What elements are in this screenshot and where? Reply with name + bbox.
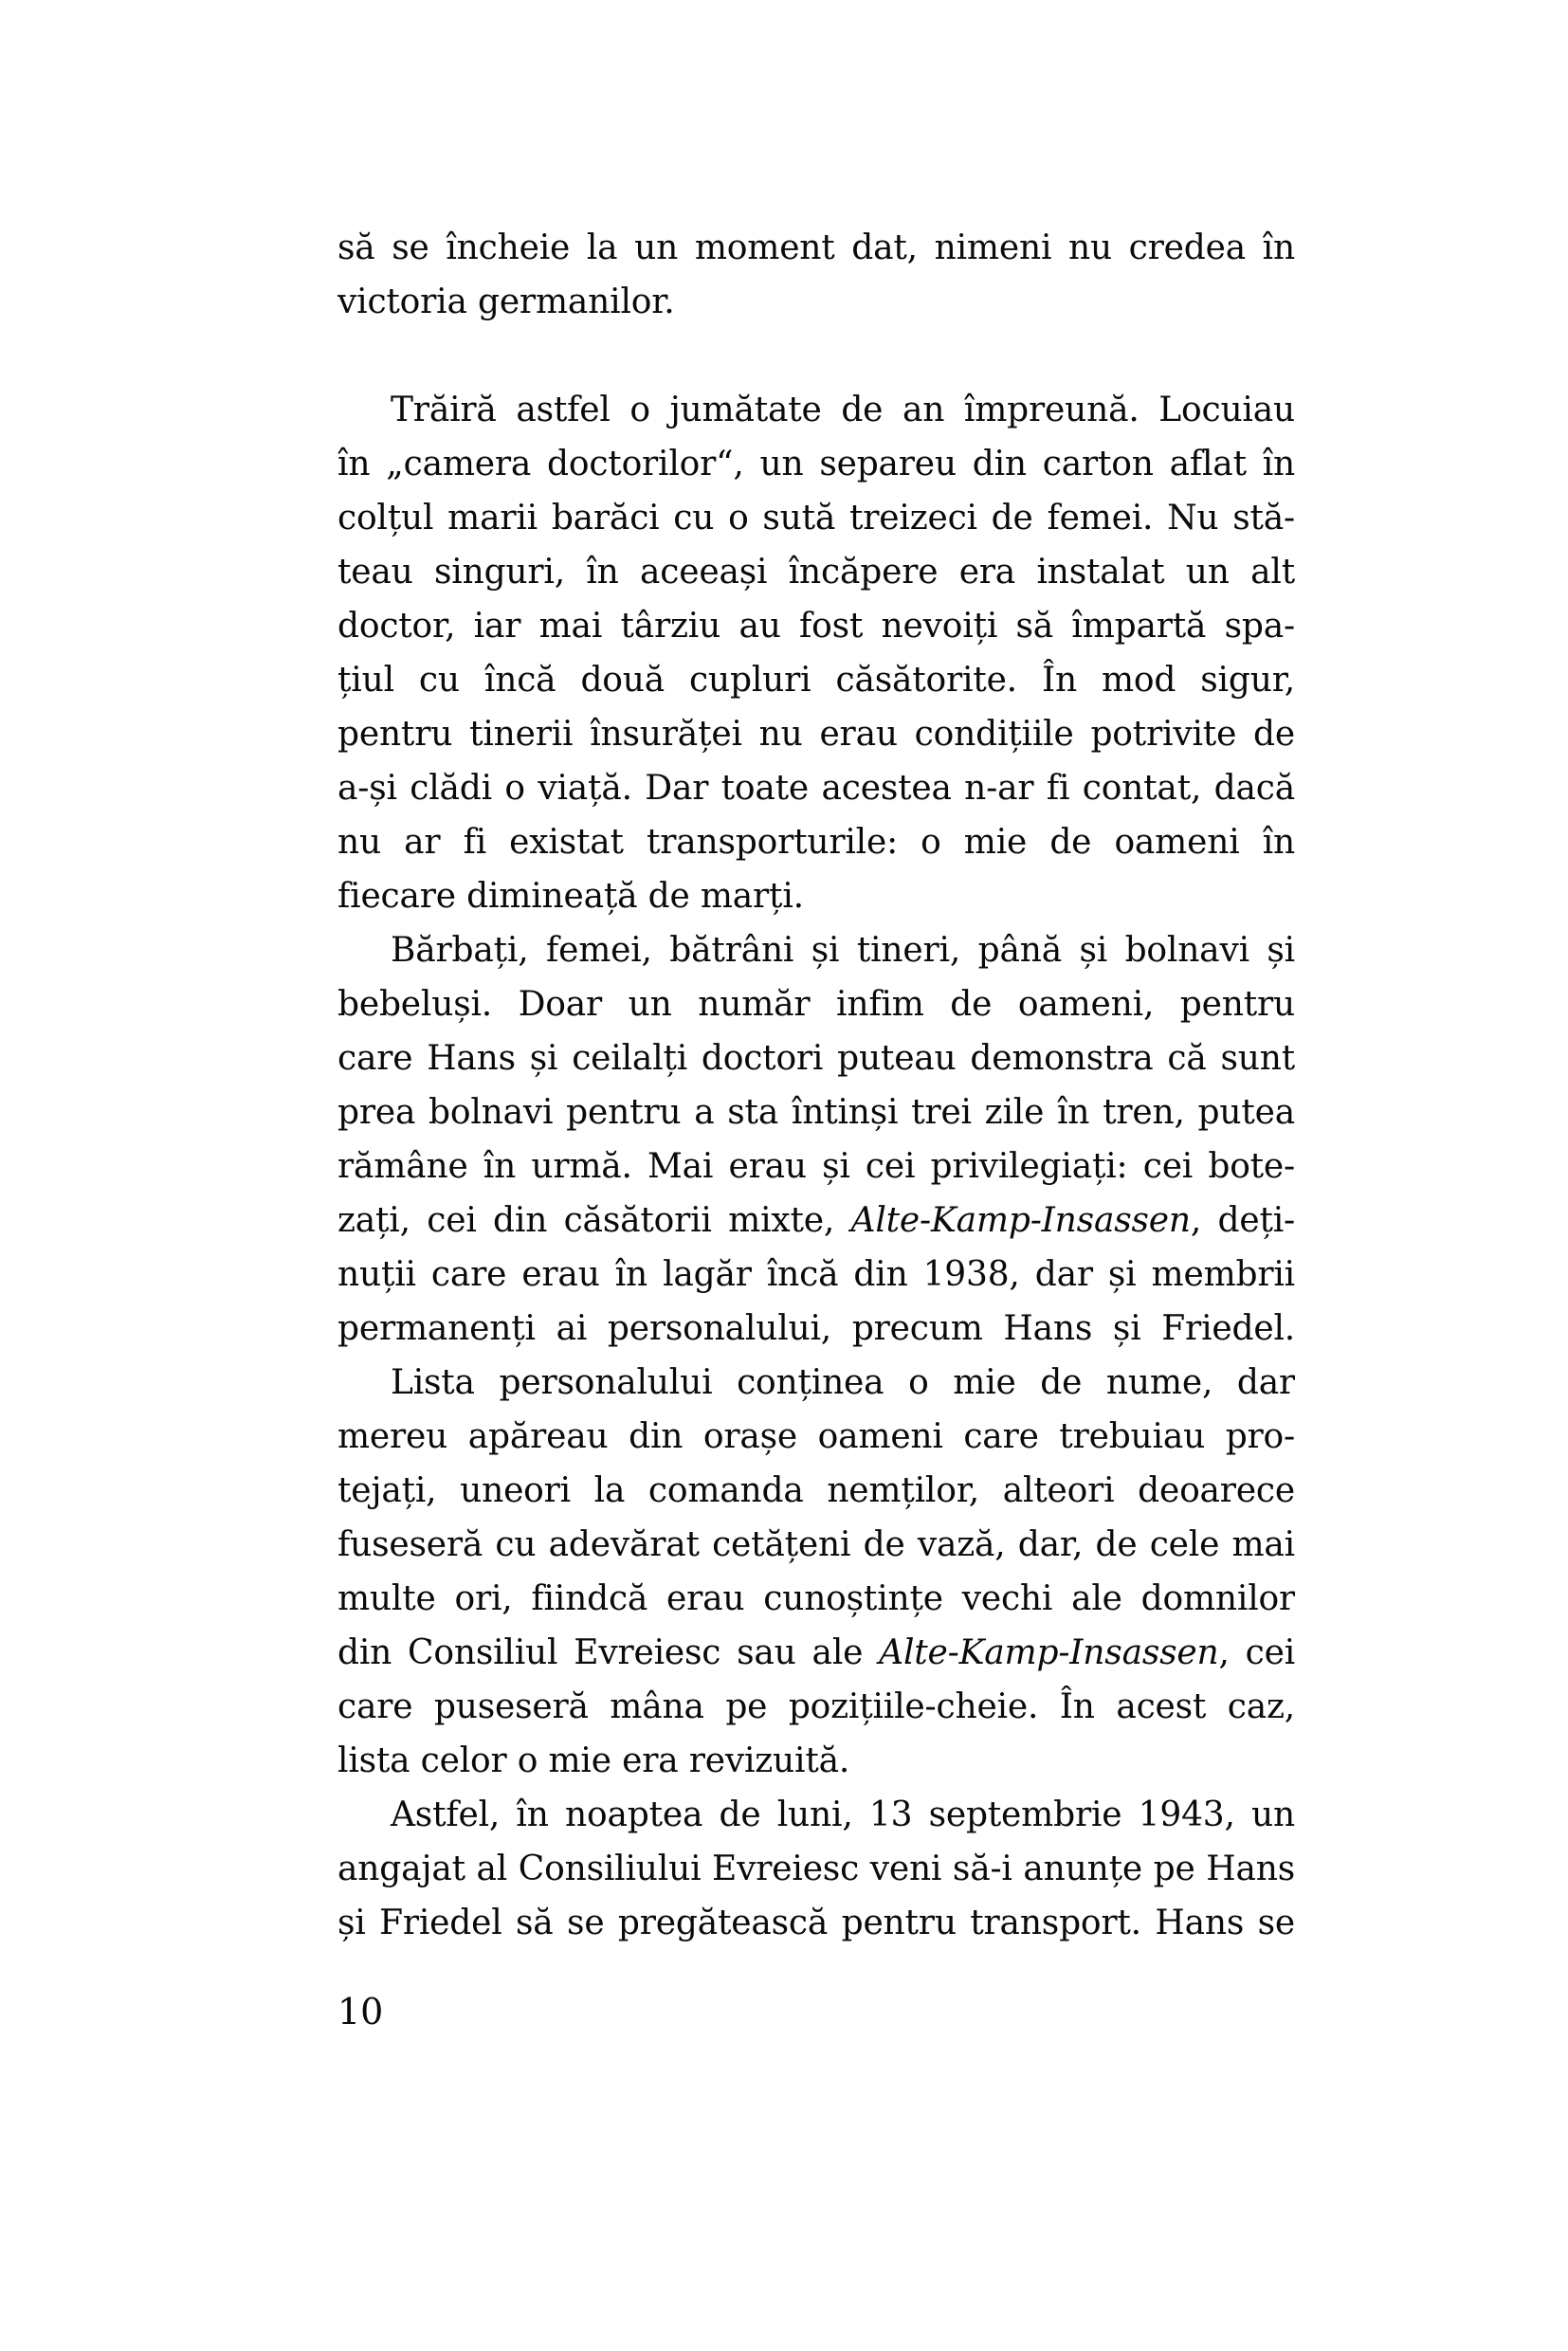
text-line	[337, 1085, 1295, 1139]
text-line	[337, 1410, 1295, 1464]
italic-text-segment: Alte-Kamp-Insassen	[879, 1633, 1219, 1672]
text-line	[337, 1734, 1295, 1788]
text-segment: rămâne în urmă. Mai erau și cei privilegiați: cei bote-	[337, 1147, 1295, 1186]
text-segment: doctor, iar mai târziu au fost nevoiți să împartă spa-	[337, 607, 1295, 646]
text-segment: tejați, uneori la comanda nemților, alteori deoarece	[337, 1471, 1295, 1510]
text-line	[337, 1680, 1295, 1734]
paragraph	[337, 383, 1295, 923]
text-line	[337, 1248, 1295, 1302]
paragraph	[337, 1356, 1295, 1788]
text-line	[337, 1302, 1295, 1356]
text-line	[337, 653, 1295, 707]
text-line	[337, 545, 1295, 599]
paragraph	[337, 923, 1295, 1356]
text-line	[337, 977, 1295, 1031]
text-line	[337, 1464, 1295, 1518]
text-line	[337, 869, 1295, 923]
text-segment: , deți-	[1190, 1201, 1295, 1240]
text-line	[337, 275, 1295, 329]
text-segment: mereu apăreau din orașe oameni care trebuiau pro-	[337, 1417, 1295, 1456]
text-line	[337, 1031, 1295, 1085]
text-segment: fiecare dimineață de marți.	[337, 877, 804, 916]
text-segment: multe ori, fiindcă erau cunoștințe vechi ale domnilor	[337, 1579, 1295, 1618]
text-segment: bebeluși. Doar un număr infim de oameni, pentru	[337, 985, 1295, 1024]
text-line	[337, 1842, 1295, 1896]
text-segment: Astfel, în noaptea de luni, 13 septembrie 1943, un	[391, 1795, 1295, 1834]
text-line	[337, 491, 1295, 545]
text-segment: nu ar fi existat transporturile: o mie de oameni în	[337, 823, 1295, 862]
text-line	[337, 1788, 1295, 1842]
text-line	[337, 1572, 1295, 1626]
text-line	[337, 1194, 1295, 1248]
text-segment: care puseseră mâna pe pozițiile-cheie. În acest caz,	[337, 1687, 1295, 1726]
text-segment: să se încheie la un moment dat, nimeni nu credea în	[337, 228, 1295, 267]
text-line	[337, 383, 1295, 437]
paragraph	[337, 1788, 1295, 1950]
text-line	[337, 437, 1295, 491]
text-segment: pentru tinerii însurăței nu erau condițiile potrivite de	[337, 715, 1295, 754]
text-segment: teau singuri, în aceeași încăpere era instalat un alt	[337, 553, 1295, 592]
text-segment: în „camera doctorilor“, un separeu din carton aflat în	[337, 445, 1295, 483]
text-line	[337, 1626, 1295, 1680]
text-line	[337, 1356, 1295, 1410]
text-line	[337, 1518, 1295, 1572]
text-segment: Trăiră astfel o jumătate de an împreună. Locuiau	[391, 391, 1295, 429]
page-text-block	[337, 221, 1295, 1950]
text-segment: , cei	[1218, 1633, 1295, 1672]
text-segment: prea bolnavi pentru a sta întinși trei zile în tren, putea	[337, 1093, 1295, 1132]
text-segment: colțul marii barăci cu o sută treizeci de femei. Nu stă-	[337, 499, 1295, 538]
text-line	[337, 1139, 1295, 1194]
text-segment: din Consiliul Evreiesc sau ale	[337, 1633, 880, 1672]
text-segment: victoria germanilor.	[337, 282, 675, 321]
page-number: 10	[337, 1991, 384, 2032]
paragraph	[337, 221, 1295, 329]
text-segment: a-și clădi o viață. Dar toate acestea n-ar fi contat, dacă	[337, 769, 1295, 808]
text-line	[337, 923, 1295, 977]
text-segment: care Hans și ceilalți doctori puteau demonstra că sunt	[337, 1039, 1295, 1078]
text-line	[337, 707, 1295, 761]
italic-text-segment: Alte-Kamp-Insassen	[850, 1201, 1191, 1240]
text-segment: angajat al Consiliului Evreiesc veni să-i anunțe pe Hans	[337, 1850, 1295, 1888]
text-segment: nuții care erau în lagăr încă din 1938, dar și membrii	[337, 1255, 1295, 1294]
text-segment: fuseseră cu adevărat cetățeni de vază, dar, de cele mai	[337, 1525, 1295, 1564]
text-segment: lista celor o mie era revizuită.	[337, 1741, 850, 1780]
text-segment: Bărbați, femei, bătrâni și tineri, până și bolnavi și	[391, 931, 1295, 970]
text-line	[337, 1896, 1295, 1950]
text-segment: și Friedel să se pregătească pentru transport. Hans se	[337, 1904, 1295, 1942]
text-segment: țiul cu încă două cupluri căsătorite. În mod sigur,	[337, 661, 1295, 700]
text-line	[337, 815, 1295, 869]
text-line	[337, 761, 1295, 815]
text-segment: zați, cei din căsătorii mixte,	[337, 1201, 851, 1240]
text-segment: permanenți ai personalului, precum Hans și Friedel.	[337, 1309, 1295, 1348]
text-segment: Lista personalului conținea o mie de nume, dar	[391, 1363, 1295, 1402]
text-line	[337, 599, 1295, 653]
text-line	[337, 221, 1295, 275]
